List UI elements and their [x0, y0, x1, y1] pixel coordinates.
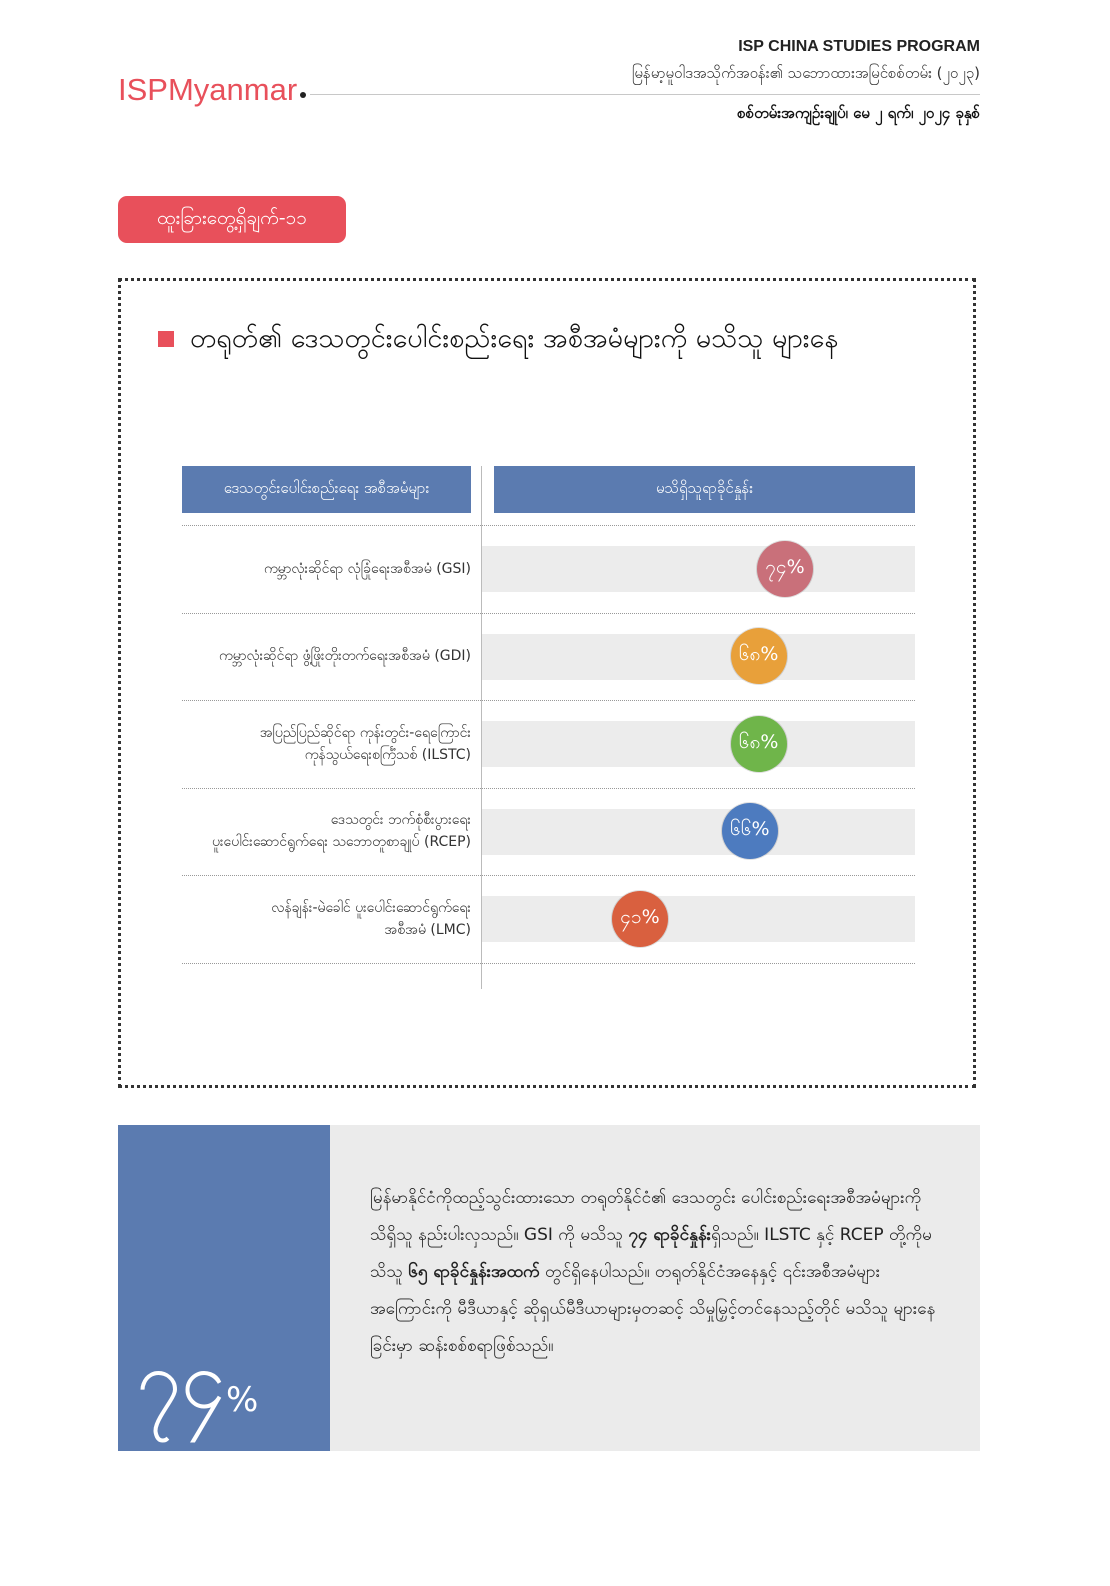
stat-unit: % — [226, 1380, 259, 1420]
value-bubble: ၆၆% — [722, 803, 778, 859]
finding-panel — [118, 278, 976, 1088]
survey-title: မြန်မာ့မူဝါဒအသိုက်အဝန်း၏ သဘောထားအမြင်စစ်တမ်း (၂၀၂၃) — [631, 64, 980, 82]
value-bubble: ၄၁% — [612, 891, 668, 947]
value-bubble: ၇၄% — [757, 541, 813, 597]
column-header-unaware-percent: မသိရှိသူရာခိုင်နှုန်း — [494, 466, 915, 513]
row-label-line: ဒေသတွင်း ဘက်စုံစီးပွားရေး — [330, 812, 471, 829]
row-label-line: ကမ္ဘာလုံးဆိုင်ရာ လုံခြုံရေးအစီအမံ (GSI) — [263, 560, 471, 577]
row-label — [182, 897, 471, 941]
row-bar-track — [482, 809, 915, 855]
row-label — [182, 809, 471, 853]
row-divider — [182, 700, 915, 701]
brand-isp: ISP — [118, 72, 168, 107]
value-bubble: ၆၈% — [731, 716, 787, 772]
row-divider — [182, 525, 915, 526]
row-divider — [182, 875, 915, 876]
row-bar-track — [482, 721, 915, 767]
row-bar-track — [482, 896, 915, 942]
row-divider — [182, 963, 915, 964]
stat-number — [136, 1330, 258, 1430]
header-divider — [310, 94, 980, 95]
value-bubble: ၆၈% — [731, 628, 787, 684]
row-bar-track — [482, 634, 915, 680]
summary-date: စစ်တမ်းအကျဉ်းချုပ်၊ မေ ၂ ရက်၊ ၂၀၂၄ ခုနှစ် — [737, 104, 980, 122]
row-label-line: လန်ချန်း-မဲခေါင် ပူးပေါင်းဆောင်ရွက်ရေး — [271, 899, 471, 916]
row-divider — [182, 788, 915, 789]
header-dot — [300, 92, 306, 98]
row-label-line: အပြည်ပြည်ဆိုင်ရာ ကုန်းတွင်း-ရေကြောင်း — [259, 724, 471, 741]
explanation-text — [370, 1180, 940, 1365]
row-label-line: ကမ္ဘာလုံးဆိုင်ရာ ဖွံ့ဖြိုးတိုးတက်ရေးအစီအမံ (GDI) — [219, 648, 471, 665]
row-label — [182, 722, 471, 766]
row-label — [182, 645, 471, 667]
explanation-part-2: ရှိသည်။ ILSTC နှင့် RCEP တို့ကိုမသိသူ — [370, 1225, 932, 1282]
row-divider — [182, 613, 915, 614]
column-header-initiatives: ဒေသတွင်းပေါင်းစည်းရေး အစီအမံများ — [182, 466, 471, 513]
title-bullet — [158, 331, 174, 347]
finding-badge: ထူးခြားတွေ့ရှိချက်-၁၁ — [118, 196, 346, 243]
row-label-line: ပူးပေါင်းဆောင်ရွက်ရေး သဘောတူစာချုပ် (RCEP) — [212, 834, 471, 851]
brand-logo — [118, 70, 297, 110]
row-label-line: ကုန်သွယ်ရေးစင်္ကြံသစ် (ILSTC) — [304, 746, 471, 763]
explanation-part-1: မြန်မာနိုင်ငံကိုထည့်သွင်းထားသော တရုတ်နိုင်ငံ၏ ဒေသတွင်း ပေါင်းစည်းရေးအစီအမံများကို သိရှိသူ နည်းပါးလှသည်။ GSI ကို မသိသူ — [370, 1188, 922, 1245]
explanation-part-3: တွင်ရှိနေပါသည်။ တရုတ်နိုင်ငံအနေနှင့် ၎င်းအစီအမံများအကြောင်းကို မီဒီယာနှင့် ဆိုရှယ်မီဒီယာများမှတဆင့် သိမှုမြှင့်တင်နေသည့်တိုင် မသိသူ များနေခြင်းမှာ ဆန်းစစ်စရာဖြစ်သည်။ — [370, 1262, 936, 1356]
row-label-line: အစီအမံ (LMC) — [384, 921, 471, 938]
program-name: ISP CHINA STUDIES PROGRAM — [738, 38, 980, 55]
explanation-highlight-2: ၆၅ ရာခိုင်နှုန်းအထက် — [408, 1262, 540, 1282]
panel-title: တရုတ်၏ ဒေသတွင်းပေါင်းစည်းရေး အစီအမံများကို မသိသူ များနေ — [190, 323, 839, 354]
stat-value: ၇၄ — [136, 1333, 226, 1426]
brand-name: Myanmar — [167, 72, 298, 107]
row-label — [182, 558, 471, 580]
row-bar-track — [482, 546, 915, 592]
explanation-highlight-1: ၇၄ ရာခိုင်နှုန်း — [628, 1225, 711, 1245]
